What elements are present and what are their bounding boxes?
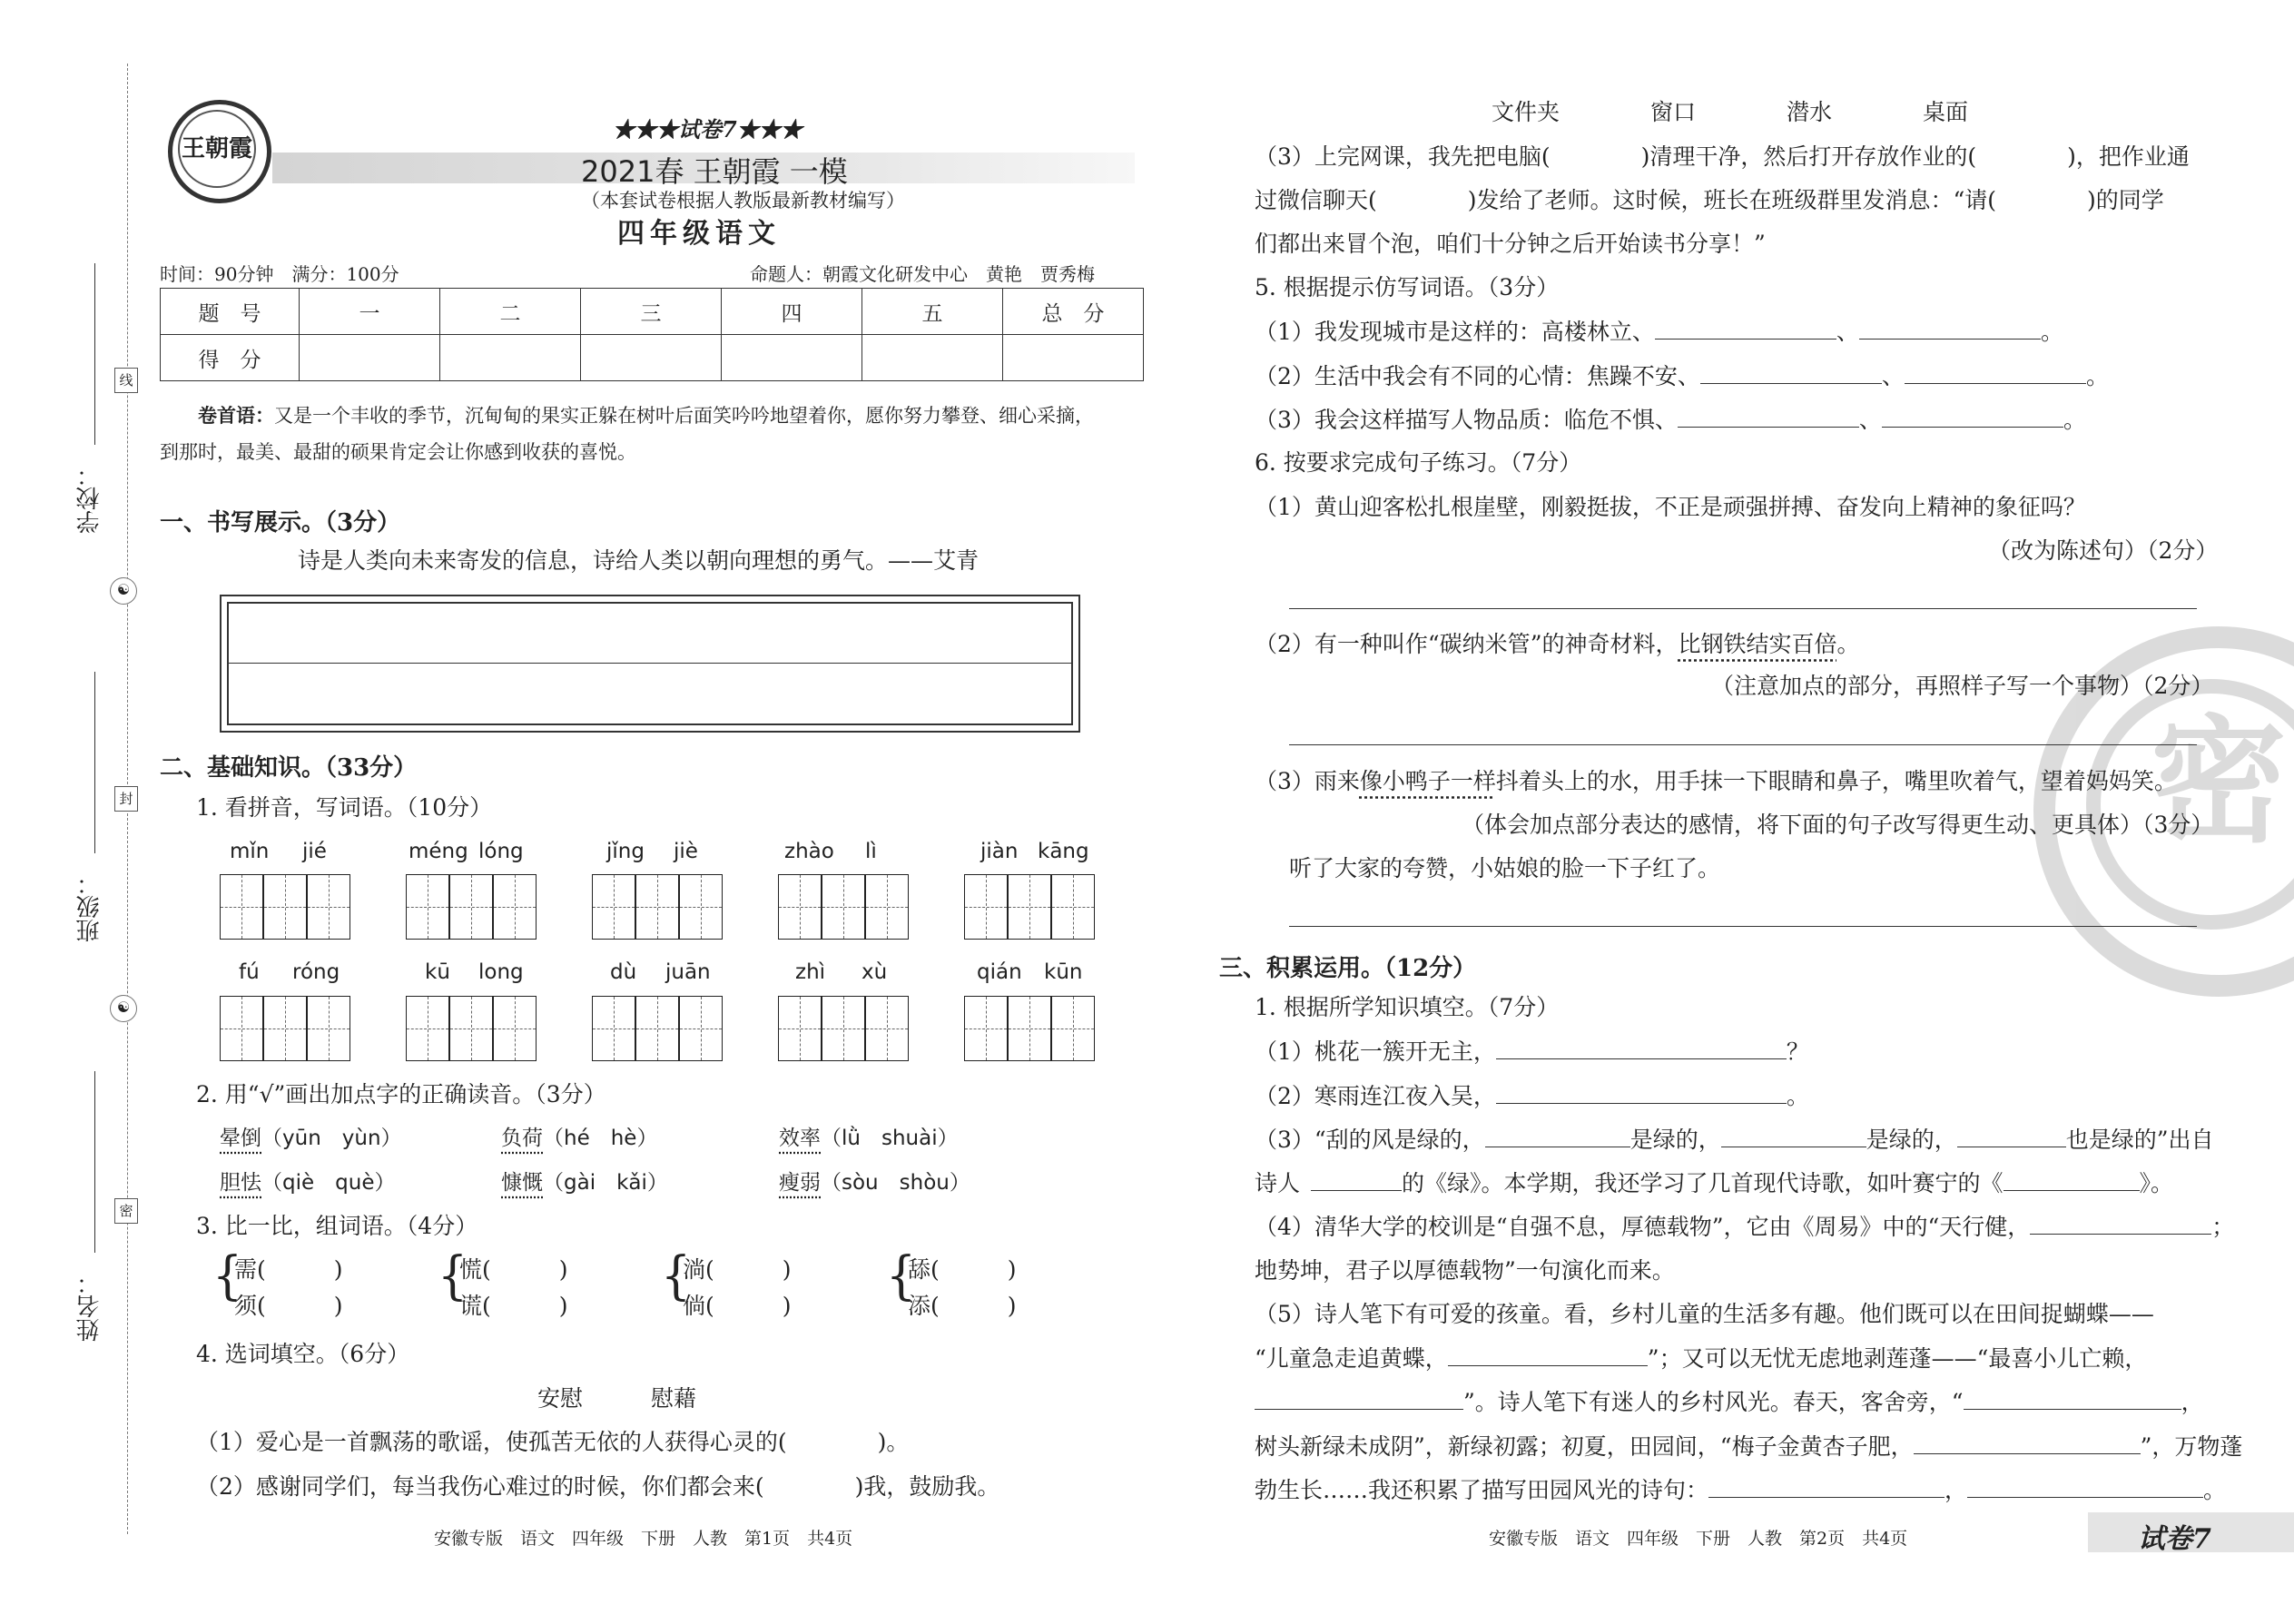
secret-mark: 密 — [114, 1198, 138, 1224]
char-cell[interactable] — [865, 874, 909, 940]
pron-item[interactable]: 效率（lǜ shuài） — [779, 1127, 959, 1150]
line-mark: 线 — [114, 368, 138, 393]
char-cell[interactable] — [964, 996, 1008, 1061]
char-box-group[interactable] — [406, 874, 537, 941]
pinyin: jié — [302, 840, 327, 863]
compare-item[interactable]: 添( ) — [908, 1293, 1017, 1319]
fill-line: 们都出来冒个泡，咱们十分钟之后开始读书分享！” — [1255, 231, 1766, 257]
answer-line[interactable] — [1289, 744, 2197, 745]
q6-item3-sentence: 听了大家的夸赞，小姑娘的脸一下子红了。 — [1289, 855, 1721, 881]
s3-item2: （2）寒雨连江夜入吴， 。 — [1255, 1083, 1809, 1109]
char-box-group[interactable] — [220, 996, 350, 1063]
score-cell[interactable] — [440, 335, 581, 381]
answer-blank[interactable] — [1967, 1475, 2203, 1498]
stamp-text: 密 — [2150, 702, 2287, 861]
brace-icon: { — [438, 1246, 468, 1306]
compare-item[interactable]: 倘( ) — [683, 1293, 792, 1319]
q4-title: 4. 选词填空。（6分） — [196, 1341, 410, 1367]
pron-item[interactable]: 慷慨（gài kǎi） — [501, 1171, 668, 1195]
score-header-cell: 五 — [862, 289, 1003, 335]
score-header-cell: 总 分 — [1003, 289, 1144, 335]
char-cell[interactable] — [964, 874, 1008, 940]
score-table — [160, 288, 1144, 381]
score-value-row — [161, 335, 1144, 381]
class-label: 班级： — [76, 871, 103, 942]
char-box-group[interactable] — [592, 874, 723, 941]
s3-item4a: （4）清华大学的校训是“自强不息，厚德载物”，它由《周易》中的“天行健， ； — [1255, 1214, 2235, 1240]
fill-line[interactable]: 过微信聊天( )发给了老师。这时候，班长在班级群里发消息：“请( )的同学 — [1255, 187, 2164, 213]
answer-blank[interactable] — [1678, 405, 1859, 428]
q5-title: 5. 根据提示仿写词语。（3分） — [1255, 274, 1560, 300]
answer-blank[interactable] — [1905, 361, 2086, 384]
logo-text: 王朝霞 — [178, 110, 256, 188]
q6-item1-req: （改为陈述句）（2分） — [1988, 537, 2219, 564]
char-cell[interactable] — [635, 874, 679, 940]
pinyin: fú — [239, 960, 260, 984]
pinyin: jǐng — [606, 840, 645, 863]
answer-blank[interactable] — [2030, 1212, 2211, 1235]
word-choices: 文件夹 窗口 潜水 桌面 — [1492, 99, 1969, 125]
char-cell[interactable] — [1051, 874, 1095, 940]
section1-quote: 诗是人类向未来寄发的信息，诗给人类以朝向理想的勇气。——艾青 — [298, 547, 980, 574]
page-footer-left: 安徽专版 语文 四年级 下册 人教 第1页 共4页 — [434, 1529, 853, 1549]
score-cell[interactable] — [722, 335, 862, 381]
answer-blank[interactable] — [1655, 317, 1836, 340]
brace-icon: { — [212, 1246, 243, 1306]
q5-item3: （3）我会这样描写人物品质：临危不惧、 、 。 — [1255, 407, 2086, 433]
name-label: 姓名： — [76, 1271, 103, 1342]
char-box-group[interactable] — [592, 996, 723, 1063]
section2-title: 二、基础知识。（33分） — [160, 754, 418, 782]
s3-item5e: 勃生长……我还积累了描写田园风光的诗句： ， 。 — [1255, 1477, 2227, 1503]
preface-label: 卷首语： — [198, 404, 274, 427]
char-cell[interactable] — [220, 996, 263, 1061]
char-box-group[interactable] — [220, 874, 350, 941]
char-cell[interactable] — [822, 996, 865, 1061]
time-info: 时间：90分钟 满分：100分 — [160, 263, 399, 285]
char-cell[interactable] — [449, 874, 493, 940]
char-cell[interactable] — [778, 874, 822, 940]
char-cell[interactable] — [307, 874, 350, 940]
answer-blank[interactable] — [1311, 1168, 1402, 1191]
char-cell[interactable] — [1008, 996, 1051, 1061]
q6-title: 6. 按要求完成句子练习。（7分） — [1255, 449, 1582, 476]
q4-words: 安慰 慰藉 — [537, 1385, 697, 1412]
pinyin: kūn — [1044, 960, 1083, 984]
char-cell[interactable] — [679, 996, 723, 1061]
q4-sentence1[interactable]: （1）爱心是一首飘荡的歌谣，使孤苦无依的人获得心灵的( )。 — [196, 1429, 910, 1455]
pron-item[interactable]: 胆怯（qiè què） — [220, 1171, 396, 1195]
class-blank[interactable] — [94, 672, 95, 853]
char-cell[interactable] — [406, 996, 449, 1061]
char-cell[interactable] — [493, 996, 537, 1061]
page-footer-right: 安徽专版 语文 四年级 下册 人教 第2页 共4页 — [1489, 1529, 1908, 1549]
score-label-cell: 得 分 — [161, 335, 300, 381]
preface-line1 — [198, 401, 1094, 430]
score-header-cell: 三 — [581, 289, 722, 335]
q6-item3: （3）雨来像小鸭子一样抖着头上的水，用手抹一下眼睛和鼻子，嘴里吹着气，望着妈妈笑。 — [1255, 768, 2177, 794]
s3-item5b: “儿童急走追黄蝶， ”；又可以无忧无虑地剥莲蓬——“最喜小儿亡赖， — [1255, 1345, 2148, 1372]
pron-item[interactable]: 负荷（hé hè） — [501, 1127, 658, 1150]
compare-item[interactable]: 舔( ) — [908, 1256, 1017, 1283]
char-cell[interactable] — [865, 996, 909, 1061]
corner-label: 试卷7 — [2138, 1523, 2211, 1555]
compare-item[interactable]: 淌( ) — [683, 1256, 792, 1283]
authors: 命题人：朝霞文化研发中心 黄艳 贾秀梅 — [750, 263, 1095, 285]
answer-blank[interactable] — [1485, 1125, 1630, 1147]
answer-line[interactable] — [1289, 608, 2197, 609]
char-box-group[interactable] — [406, 996, 537, 1063]
pinyin: jiàn — [980, 840, 1019, 863]
score-header-cell: 四 — [722, 289, 862, 335]
name-blank[interactable] — [94, 1071, 95, 1253]
pinyin: lì — [865, 840, 877, 863]
char-cell[interactable] — [1008, 874, 1051, 940]
char-box-group[interactable] — [778, 996, 909, 1063]
s3-item5c: ”。诗人笔下有迷人的乡村风光。春天，客舍旁，“ ， — [1255, 1387, 2204, 1417]
score-cell[interactable] — [1003, 335, 1144, 381]
char-cell[interactable] — [679, 874, 723, 940]
answer-blank[interactable] — [1721, 1125, 1866, 1147]
score-header-cell: 一 — [300, 289, 440, 335]
publisher-logo — [168, 100, 271, 203]
score-cell[interactable] — [862, 335, 1003, 381]
exam-note: （本套试卷根据人教版最新教材编写） — [581, 190, 905, 212]
char-cell[interactable] — [592, 996, 635, 1061]
seal-mark: 封 — [114, 786, 138, 812]
brace-icon: { — [886, 1246, 917, 1306]
pinyin: kū — [425, 960, 450, 984]
pinyin: róng — [292, 960, 340, 984]
pron-item[interactable]: 晕倒（yūn yùn） — [220, 1127, 402, 1150]
score-header-cell: 题 号 — [161, 289, 300, 335]
char-cell[interactable] — [263, 996, 307, 1061]
answer-blank[interactable] — [1964, 1387, 2181, 1410]
char-box-group[interactable] — [964, 874, 1095, 941]
compare-item[interactable]: 慌( ) — [459, 1256, 568, 1283]
school-label: 学校： — [76, 463, 103, 534]
compare-item[interactable]: 须( ) — [234, 1293, 343, 1319]
q6-item1: （1）黄山迎客松扎根崖壁，刚毅挺拔，不正是顽强拼搏、奋发向上精神的象征吗？ — [1255, 494, 2086, 520]
handwriting-midline — [229, 663, 1071, 664]
score-cell[interactable] — [300, 335, 440, 381]
s3-item4b: 地势坤，君子以厚德载物”一句演化而来。 — [1255, 1257, 1675, 1284]
s3-q1-title: 1. 根据所学知识填空。（7分） — [1255, 994, 1560, 1020]
s3-item5d: 树头新绿未成阴”，新绿初露；初夏，田园间，“梅子金黄杏子肥， ”，万物蓬 — [1255, 1433, 2243, 1460]
char-cell[interactable] — [778, 996, 822, 1061]
preface-text: 又是一个丰收的季节，沉甸甸的果实正躲在树叶后面笑吟吟地望着你，愿你努力攀登、细心采摘， — [274, 405, 1094, 427]
q1-title: 1. 看拼音，写词语。（10分） — [196, 794, 493, 821]
brace-icon: { — [661, 1246, 692, 1306]
pinyin: jiè — [674, 840, 698, 863]
answer-line[interactable] — [1289, 926, 2197, 927]
answer-blank[interactable] — [1914, 1432, 2141, 1454]
answer-blank[interactable] — [1957, 1125, 2066, 1147]
score-header-row — [161, 289, 1144, 335]
s3-item3b: 诗人 的《绿》。本学期，我还学习了几首现代诗歌，如叶赛宁的《 》。 — [1255, 1170, 2174, 1196]
fill-line[interactable]: （3）上完网课，我先把电脑( )清理干净，然后打开存放作业的( )，把作业通 — [1255, 143, 2190, 170]
pron-item[interactable]: 瘦弱（sòu shòu） — [779, 1171, 970, 1195]
answer-blank[interactable] — [2004, 1168, 2140, 1191]
char-box-group[interactable] — [964, 996, 1095, 1063]
q3-title: 3. 比一比，组词语。（4分） — [196, 1213, 478, 1239]
answer-blank[interactable] — [1700, 361, 1882, 384]
s3-item3a: （3）“刮的风是绿的， 是绿的， 是绿的， 也是绿的”出自 — [1255, 1127, 2214, 1153]
char-cell[interactable] — [406, 874, 449, 940]
answer-blank[interactable] — [1496, 1081, 1787, 1104]
pinyin: xù — [861, 960, 888, 984]
q5-item2: （2）生活中我会有不同的心情：焦躁不安、 、 。 — [1255, 363, 2109, 389]
exam-subject: 四年级语文 — [617, 218, 781, 250]
section1-title: 一、书写展示。（3分） — [160, 509, 401, 536]
score-header-cell: 二 — [440, 289, 581, 335]
char-cell[interactable] — [822, 874, 865, 940]
handwriting-box[interactable] — [220, 595, 1080, 733]
compare-item[interactable]: 需( ) — [234, 1256, 343, 1283]
q2-title: 2. 用“√”画出加点字的正确读音。（3分） — [196, 1081, 606, 1107]
q6-item2: （2）有一种叫作“碳纳米管”的神奇材料，比钢铁结实百倍。 — [1255, 631, 1860, 657]
pinyin: qián — [977, 960, 1022, 984]
pinyin: mǐn — [230, 840, 270, 863]
q6-item2-req: （注意加点的部分，再照样子写一个事物）（2分） — [1711, 673, 2214, 699]
q4-sentence2[interactable]: （2）感谢同学们，每当我伤心难过的时候，你们都会来( )我，鼓励我。 — [196, 1473, 1000, 1500]
char-cell[interactable] — [1051, 996, 1095, 1061]
school-blank[interactable] — [94, 263, 95, 445]
pinyin: juān — [665, 960, 711, 984]
pinyin: kāng — [1038, 840, 1089, 863]
score-cell[interactable] — [581, 335, 722, 381]
s3-item1: （1）桃花一簇开无主， ？ — [1255, 1038, 1809, 1065]
pinyin: lóng — [478, 840, 524, 863]
answer-blank[interactable] — [1859, 317, 2041, 340]
char-cell[interactable] — [220, 874, 263, 940]
pinyin: méng — [409, 840, 468, 863]
s3-item5a: （5）诗人笔下有可爱的孩童。看，乡村儿童的生活多有趣。他们既可以在田间捉蝴蝶—— — [1255, 1301, 2154, 1327]
char-cell[interactable] — [493, 874, 537, 940]
compare-item[interactable]: 谎( ) — [459, 1293, 568, 1319]
handwriting-inner — [227, 602, 1073, 725]
answer-blank[interactable] — [1448, 1343, 1648, 1366]
ornament-icon: ☯ — [110, 995, 137, 1022]
pinyin: zhào — [784, 840, 834, 863]
answer-blank[interactable] — [1882, 405, 2063, 428]
answer-blank[interactable] — [1496, 1037, 1787, 1059]
char-cell[interactable] — [307, 996, 350, 1061]
char-cell[interactable] — [635, 996, 679, 1061]
preface-line2: 到那时，最美、最甜的硕果肯定会让你感到收获的喜悦。 — [160, 441, 636, 463]
answer-blank[interactable] — [1255, 1387, 1463, 1410]
char-cell[interactable] — [263, 874, 307, 940]
pinyin: long — [478, 960, 524, 984]
section3-title: 三、积累运用。（12分） — [1219, 955, 1477, 982]
exam-title: 2021春 王朝霞 一模 — [581, 154, 848, 189]
q5-item1: （1）我发现城市是这样的：高楼林立、 、 。 — [1255, 319, 2063, 345]
char-box-group[interactable] — [778, 874, 909, 941]
exam-series: ★★★试卷7★★★ — [613, 116, 802, 143]
q6-item3-req: （体会加点部分表达的感情，将下面的句子改写得更生动、更具体）（3分） — [1462, 812, 2214, 838]
pinyin: dù — [610, 960, 637, 984]
char-cell[interactable] — [449, 996, 493, 1061]
char-cell[interactable] — [592, 874, 635, 940]
answer-blank[interactable] — [1708, 1475, 1944, 1498]
ornament-icon: ☯ — [110, 577, 137, 605]
pinyin: zhì — [795, 960, 826, 984]
